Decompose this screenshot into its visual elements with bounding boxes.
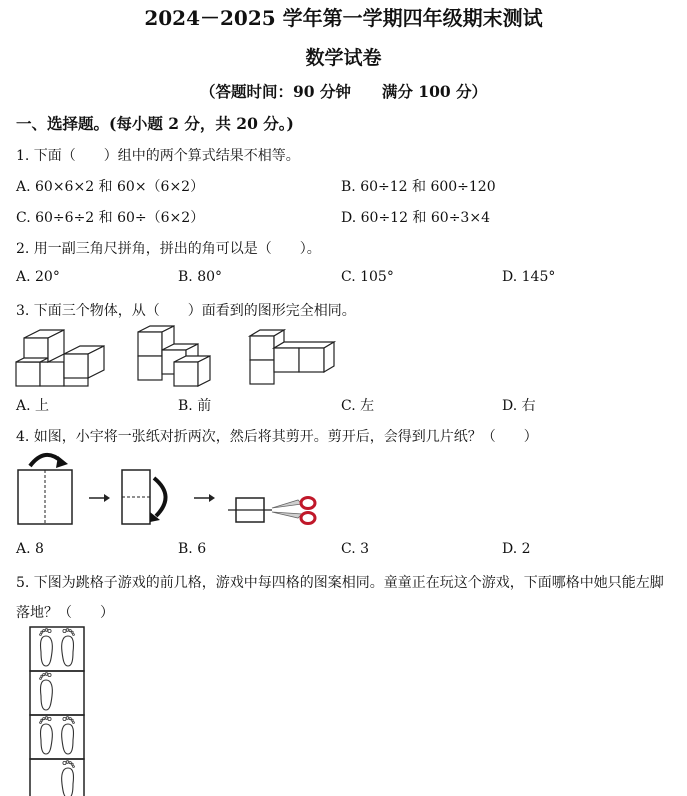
question-3-stem: 3. 下面三个物体，从（ ）面看到的图形完全相同。 bbox=[16, 303, 356, 319]
question-3-option-b[interactable]: B. 前 bbox=[178, 398, 212, 414]
cube-figure-1 bbox=[14, 324, 109, 388]
question-4-stem: 4. 如图，小宇将一张纸对折两次，然后将其剪开。剪开后，会得到几片纸？（ ） bbox=[16, 429, 538, 445]
paper-subtitle: 数学试卷 bbox=[305, 47, 382, 69]
question-3-option-a[interactable]: A. 上 bbox=[16, 398, 50, 414]
exam-title: 2024－2025 学年第一学期四年级期末测试 bbox=[144, 6, 543, 30]
question-4-option-d[interactable]: D. 2 bbox=[502, 541, 531, 557]
question-1-option-b[interactable]: B. 60÷12 和 600÷120 bbox=[341, 179, 496, 195]
exam-info: （答题时间：90 分钟 满分 100 分） bbox=[199, 82, 488, 101]
question-3-option-d[interactable]: D. 右 bbox=[502, 398, 536, 414]
question-3-option-c[interactable]: C. 左 bbox=[341, 398, 375, 414]
hopscotch-grid bbox=[29, 626, 87, 796]
question-1-option-c[interactable]: C. 60÷6÷2 和 60÷（6×2） bbox=[16, 210, 205, 226]
question-4-option-c[interactable]: C. 3 bbox=[341, 541, 370, 557]
cube-figure-3 bbox=[248, 326, 338, 386]
question-2-option-b[interactable]: B. 80° bbox=[178, 269, 223, 285]
paper-folding-figure bbox=[14, 448, 324, 530]
question-1-stem: 1. 下面（ ）组中的两个算式结果不相等。 bbox=[16, 148, 300, 164]
section-heading: 一、选择题。(每小题 2 分，共 20 分。) bbox=[16, 114, 294, 133]
scissors-icon bbox=[272, 498, 315, 524]
question-2-option-a[interactable]: A. 20° bbox=[16, 269, 60, 285]
left-foot-icon bbox=[40, 673, 53, 710]
question-5-stem-line2: 落地？（ ） bbox=[16, 605, 114, 621]
cube-figure-2 bbox=[136, 324, 221, 388]
question-5-stem-line1: 5. 下图为跳格子游戏的前几格，游戏中每四格的图案相同。童童正在玩这个游戏，下面哪格中她只能左脚 bbox=[16, 575, 664, 591]
both-feet-icon bbox=[40, 629, 75, 666]
question-2-option-c[interactable]: C. 105° bbox=[341, 269, 394, 285]
both-feet-icon bbox=[40, 717, 75, 754]
question-4-option-a[interactable]: A. 8 bbox=[16, 541, 44, 557]
question-4-option-b[interactable]: B. 6 bbox=[178, 541, 207, 557]
question-1-option-a[interactable]: A. 60×6×2 和 60×（6×2） bbox=[16, 179, 205, 195]
question-1-option-d[interactable]: D. 60÷12 和 60÷3×4 bbox=[341, 210, 490, 226]
question-2-stem: 2. 用一副三角尺拼角，拼出的角可以是（ ）。 bbox=[16, 241, 321, 257]
question-2-option-d[interactable]: D. 145° bbox=[502, 269, 556, 285]
